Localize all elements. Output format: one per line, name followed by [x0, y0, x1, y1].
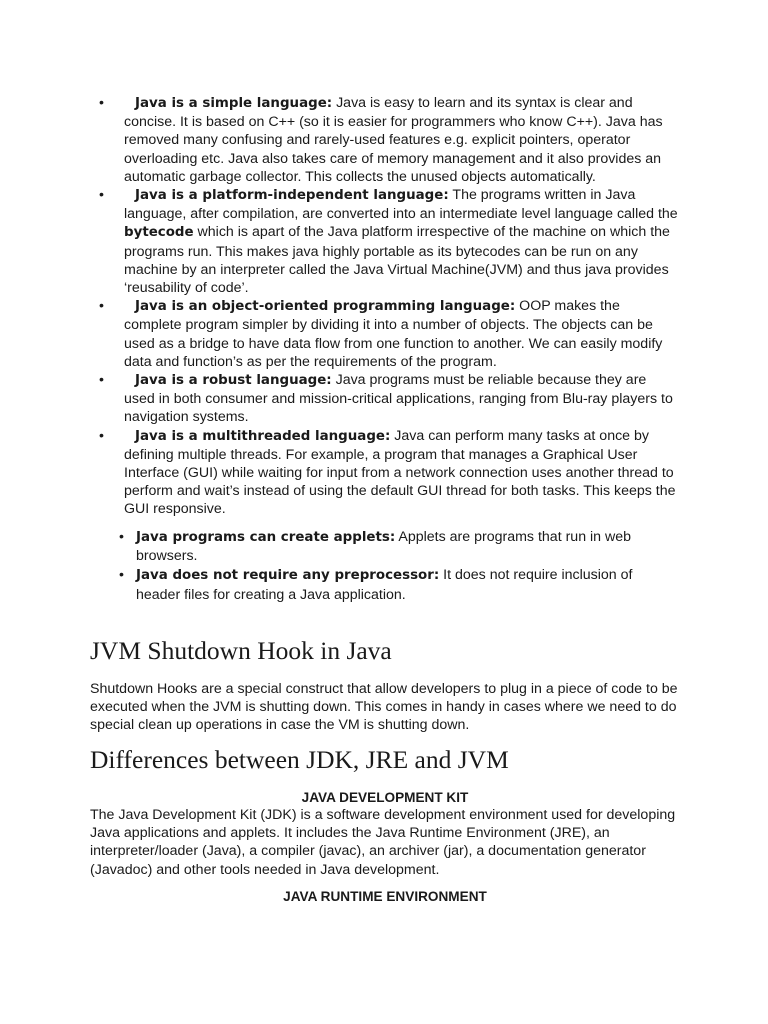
feature-body: which is apart of the Java platform irrespective of the machine on which the programs run. This makes java highly portable as its bytecodes can be run on any machine by an interpreter called the Java Virtual Machine(JVM) and thus java provides ‘reusability of code’. [124, 224, 670, 297]
feature-body: Java programs must be reliable because they are used in both consumer and mission-critical applications, ranging from Blu-ray players to navigation systems. [124, 372, 673, 426]
list-item [90, 94, 680, 186]
bullet-icon: • [99, 372, 104, 389]
feature-body: The programs written in Java language, after compilation, are converted into an intermediate level language called the [124, 187, 678, 223]
jre-subheading: JAVA RUNTIME ENVIRONMENT [283, 889, 487, 904]
feature-lead: Java is a multithreaded language: [135, 428, 391, 444]
list-item [90, 186, 680, 297]
jdk-paragraph: The Java Development Kit (JDK) is a software development environment used for developing Java applications and applets. It includes the Java Runtime Environment (JRE), an interpreter/loader (Java), a compiler (javac), an archiver (jar), a documentation generator (Javadoc) and other tools needed in Java development. [90, 807, 676, 878]
feature-lead: Java is a simple language: [135, 96, 333, 111]
bullet-icon: • [99, 187, 104, 204]
list-item [90, 566, 680, 603]
bytecode-term: bytecode [124, 225, 194, 241]
list-item [90, 427, 680, 519]
shutdown-hook-paragraph: Shutdown Hooks are a special construct that allow developers to plug in a piece of code to be executed when the JVM is shutting down. This comes in handy in cases where we need to do special clean up operations in case the VM is shutting down. [90, 681, 678, 734]
feature-body: Java can perform many tasks at once by defining multiple threads. For example, a program that manages a Graphical User Interface (GUI) while waiting for input from a network connection uses another thread to perform and wait’s instead of using the default GUI thread for both tasks. This keeps the GUI responsive. [124, 427, 676, 518]
differences-heading: Differences between JDK, JRE and JVM [90, 745, 509, 774]
feature-lead: Java is a platform-independent language: [135, 188, 449, 204]
bullet-icon: • [99, 427, 104, 444]
bullet-icon: • [99, 95, 104, 111]
feature-body: OOP makes the complete program simpler by dividing it into a number of objects. The objects can be used as a bridge to have data flow from one function to another. We can easily modify data and function’s as per the requirements of the program. [124, 298, 663, 370]
feature-lead: Java does not require any preprocessor: [136, 568, 440, 584]
list-item [90, 371, 680, 427]
shutdown-hook-heading: JVM Shutdown Hook in Java [90, 636, 392, 665]
list-item [90, 528, 680, 565]
java-subfeatures-list [90, 528, 680, 605]
bullet-icon: • [99, 298, 104, 315]
feature-body: Applets are programs that run in web browsers. [136, 529, 632, 565]
java-features-list [90, 94, 680, 519]
jdk-subheading: JAVA DEVELOPMENT KIT [301, 790, 469, 805]
bullet-icon: • [119, 529, 124, 545]
feature-lead: Java is an object-oriented programming language: [135, 299, 516, 315]
feature-body: It does not require inclusion of header files for creating a Java application. [136, 567, 633, 603]
feature-lead: Java programs can create applets: [136, 530, 396, 545]
bullet-icon: • [119, 567, 124, 584]
list-item [90, 297, 680, 371]
feature-body: Java is easy to learn and its syntax is clear and concise. It is based on C++ (so it is easier for programmers who know C++). Java has removed many confusing and rarely-used features e.g. explicit pointers, operator overloading etc. Java also takes care of memory management and it also provides an automatic garbage collector. This collects the unused objects automatically. [124, 95, 663, 185]
feature-lead: Java is a robust language: [135, 373, 332, 389]
